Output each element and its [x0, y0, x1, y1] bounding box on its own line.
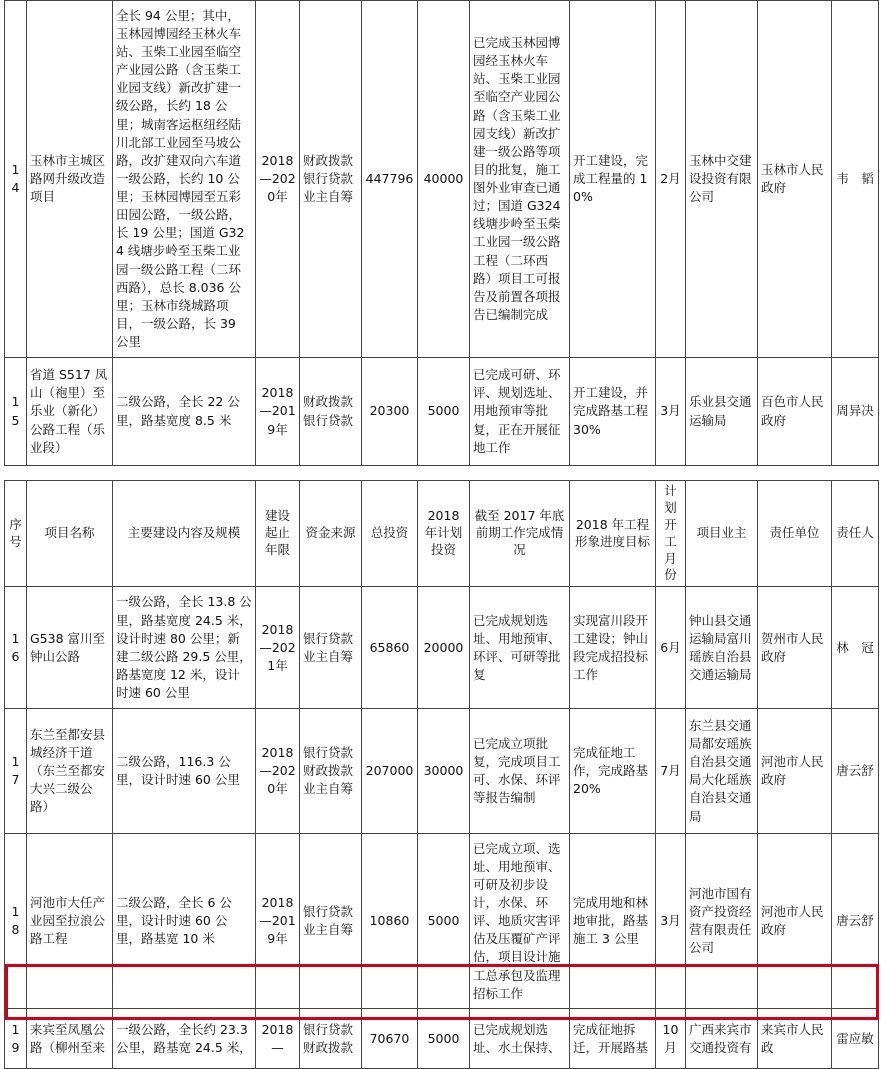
header-content: 主要建设内容及规模	[113, 481, 256, 587]
cell-target2018: 实现富川段开工建设；钟山段完成招投标工作	[570, 587, 656, 709]
cell-target2018: 完成征地拆迁，开展路基	[570, 1009, 656, 1069]
cell-years: 2018—2020年	[256, 709, 300, 834]
cell-content: 二级公路，全长 22 公里，路基宽度 8.5 米	[113, 358, 256, 466]
cell-total: 70670	[362, 1009, 418, 1069]
cell-progress2017: 已完成立项批复，完成项目工可、水保、环评等报告编制	[470, 709, 570, 834]
cell-years: 2018—2019年	[256, 358, 300, 466]
cell-funding: 银行贷款财政拨款业主自筹	[300, 709, 362, 834]
cell-start-month: 6月	[656, 587, 686, 709]
header-progress2017: 截至 2017 年底前期工作完成情况	[470, 481, 570, 587]
cell-progress2017: 已完成规划选址、用地预审、环评、可研等批复	[470, 587, 570, 709]
cell-name: 玉林市主城区路网升级改造项目	[27, 1, 113, 358]
cell-no: 19	[5, 1009, 27, 1069]
cell-target2018: 完成征地工作，完成路基 20%	[570, 709, 656, 834]
cell-total: 65860	[362, 587, 418, 709]
header-start-month: 计划开工月份	[656, 481, 686, 587]
header-person: 责任人	[832, 481, 879, 587]
header-years: 建设起止年限	[256, 481, 300, 587]
cell-no: 14	[5, 1, 27, 358]
cell-plan2018: 20000	[418, 587, 470, 709]
cell-content: 二级公路，全长 6 公里，设计时速 60 公里，路基宽 10 米	[113, 834, 256, 1009]
cell-progress2017: 已完成规划选址、水土保持、	[470, 1009, 570, 1069]
cell-no: 17	[5, 709, 27, 834]
cell-years: 2018—2020年	[256, 1, 300, 358]
header-name: 项目名称	[27, 481, 113, 587]
project-table-top	[4, 0, 879, 466]
cell-plan2018: 5000	[418, 358, 470, 466]
cell-owner: 广西来宾市交通投资有	[686, 1009, 758, 1069]
cell-plan2018: 5000	[418, 1009, 470, 1069]
cell-years: 2018—2019年	[256, 834, 300, 1009]
cell-owner: 河池市国有资产投资经营有限责任公司	[686, 834, 758, 1009]
cell-funding: 银行贷款业主自筹	[300, 587, 362, 709]
table-row	[5, 1, 879, 358]
cell-total: 447796	[362, 1, 418, 358]
cell-content: 一级公路，全长 13.8 公里，路基宽度 24.5 米，设计时速 80 公里；新建二级公路 29.5 公里，路基宽度 12 米，设计时速 60 公里	[113, 587, 256, 709]
cell-total: 207000	[362, 709, 418, 834]
cell-no: 16	[5, 587, 27, 709]
cell-progress2017: 已完成玉林园博园经玉林火车站、玉柴工业园至临空产业园公路（含玉柴工业园支线）新改扩建一级公路等项目的批复，施工图外业审查已通过；国道 G324 线塘步岭至玉柴工业园一级公路工程（二环西路）项目工可报告及前置各项报告已编制完成	[470, 1, 570, 358]
cell-plan2018: 5000	[418, 834, 470, 1009]
cell-plan2018: 30000	[418, 709, 470, 834]
cell-name: 省道 S517 凤山（袍里）至乐业（新化）公路工程（乐业段）	[27, 358, 113, 466]
cell-content: 二级公路，116.3 公里，设计时速 60 公里	[113, 709, 256, 834]
cell-unit: 贺州市人民政府	[758, 587, 832, 709]
cell-person: 林 冠	[832, 587, 879, 709]
cell-progress2017: 已完成可研、环评、规划选址、用地预审等批复，正在开展征地工作	[470, 358, 570, 466]
cell-years: 2018—	[256, 1009, 300, 1069]
cell-unit: 来宾市人民政	[758, 1009, 832, 1069]
header-owner: 项目业主	[686, 481, 758, 587]
cell-total: 10860	[362, 834, 418, 1009]
cell-no: 15	[5, 358, 27, 466]
header-plan2018: 2018 年计划投资	[418, 481, 470, 587]
cell-name: 来宾至凤凰公路（柳州至来	[27, 1009, 113, 1069]
cell-owner: 玉林中交建设投资有限公司	[686, 1, 758, 358]
cell-funding: 财政拨款银行贷款业主自筹	[300, 1, 362, 358]
header-no: 序号	[5, 481, 27, 587]
cell-target2018: 完成用地和林地审批，路基施工 3 公里	[570, 834, 656, 1009]
cell-target2018: 开工建设，并完成路基工程 30%	[570, 358, 656, 466]
cell-funding: 银行贷款业主自筹	[300, 834, 362, 1009]
cell-start-month: 2月	[656, 1, 686, 358]
cell-owner: 钟山县交通运输局富川瑶族自治县交通运输局	[686, 587, 758, 709]
cell-progress2017: 已完成立项、选址、用地预审、可研及初步设计，水保、环评、地质灾害评估及压覆矿产评估，项目设计施工总承包及监理招标工作	[470, 834, 570, 1009]
table-row	[5, 358, 879, 466]
cell-owner: 乐业县交通运输局	[686, 358, 758, 466]
cell-name: 东兰至都安县城经济干道（东兰至都安大兴二级公路）	[27, 709, 113, 834]
header-unit: 责任单位	[758, 481, 832, 587]
cell-owner: 东兰县交通局都安瑶族自治县交通局大化瑶族自治县交通局	[686, 709, 758, 834]
cell-unit: 河池市人民政府	[758, 709, 832, 834]
cell-person: 雷应敏	[832, 1009, 879, 1069]
cell-unit: 玉林市人民政府	[758, 1, 832, 358]
cell-name: 河池市大任产业园至拉浪公路工程	[27, 834, 113, 1009]
cell-funding: 银行贷款财政拨款	[300, 1009, 362, 1069]
cell-person: 周异决	[832, 358, 879, 466]
cell-content: 一级公路，全长约 23.3 公里，路基宽 24.5 米，	[113, 1009, 256, 1069]
table-row-highlighted	[5, 1009, 879, 1069]
cell-funding: 财政拨款银行贷款	[300, 358, 362, 466]
table-row	[5, 709, 879, 834]
header-target2018: 2018 年工程形象进度目标	[570, 481, 656, 587]
table-header-row	[5, 481, 879, 587]
cell-start-month: 3月	[656, 358, 686, 466]
cell-target2018: 开工建设，完成工程量的 10%	[570, 1, 656, 358]
cell-unit: 河池市人民政府	[758, 834, 832, 1009]
cell-name: G538 富川至钟山公路	[27, 587, 113, 709]
cell-person: 唐云舒	[832, 834, 879, 1009]
header-funding: 资金来源	[300, 481, 362, 587]
cell-person: 唐云舒	[832, 709, 879, 834]
cell-person: 韦 韬	[832, 1, 879, 358]
project-table-bottom	[4, 480, 879, 1069]
cell-content: 全长 94 公里；其中，玉林园博园经玉林火车站、玉柴工业园至临空产业园公路（含玉柴工业园支线）新改扩建一级公路，长约 18 公里；城南客运枢纽经陆川北部工业园至马坡公路，改扩建双向六车道一级公路，长约 10 公里；玉林园博园至五彩田园公路，一级公路，长 19 公里；国道 G324 线塘步岭至玉柴工业园一级公路工程（二环西路），总长 8.036 公里；玉林市绕城路项目，一级公路，长 39 公里	[113, 1, 256, 358]
table-row	[5, 587, 879, 709]
header-total: 总投资	[362, 481, 418, 587]
table-row	[5, 834, 879, 1009]
cell-plan2018: 40000	[418, 1, 470, 358]
cell-start-month: 3月	[656, 834, 686, 1009]
cell-years: 2018—2021年	[256, 587, 300, 709]
cell-total: 20300	[362, 358, 418, 466]
cell-unit: 百色市人民政府	[758, 358, 832, 466]
cell-no: 18	[5, 834, 27, 1009]
cell-start-month: 10月	[656, 1009, 686, 1069]
cell-start-month: 7月	[656, 709, 686, 834]
